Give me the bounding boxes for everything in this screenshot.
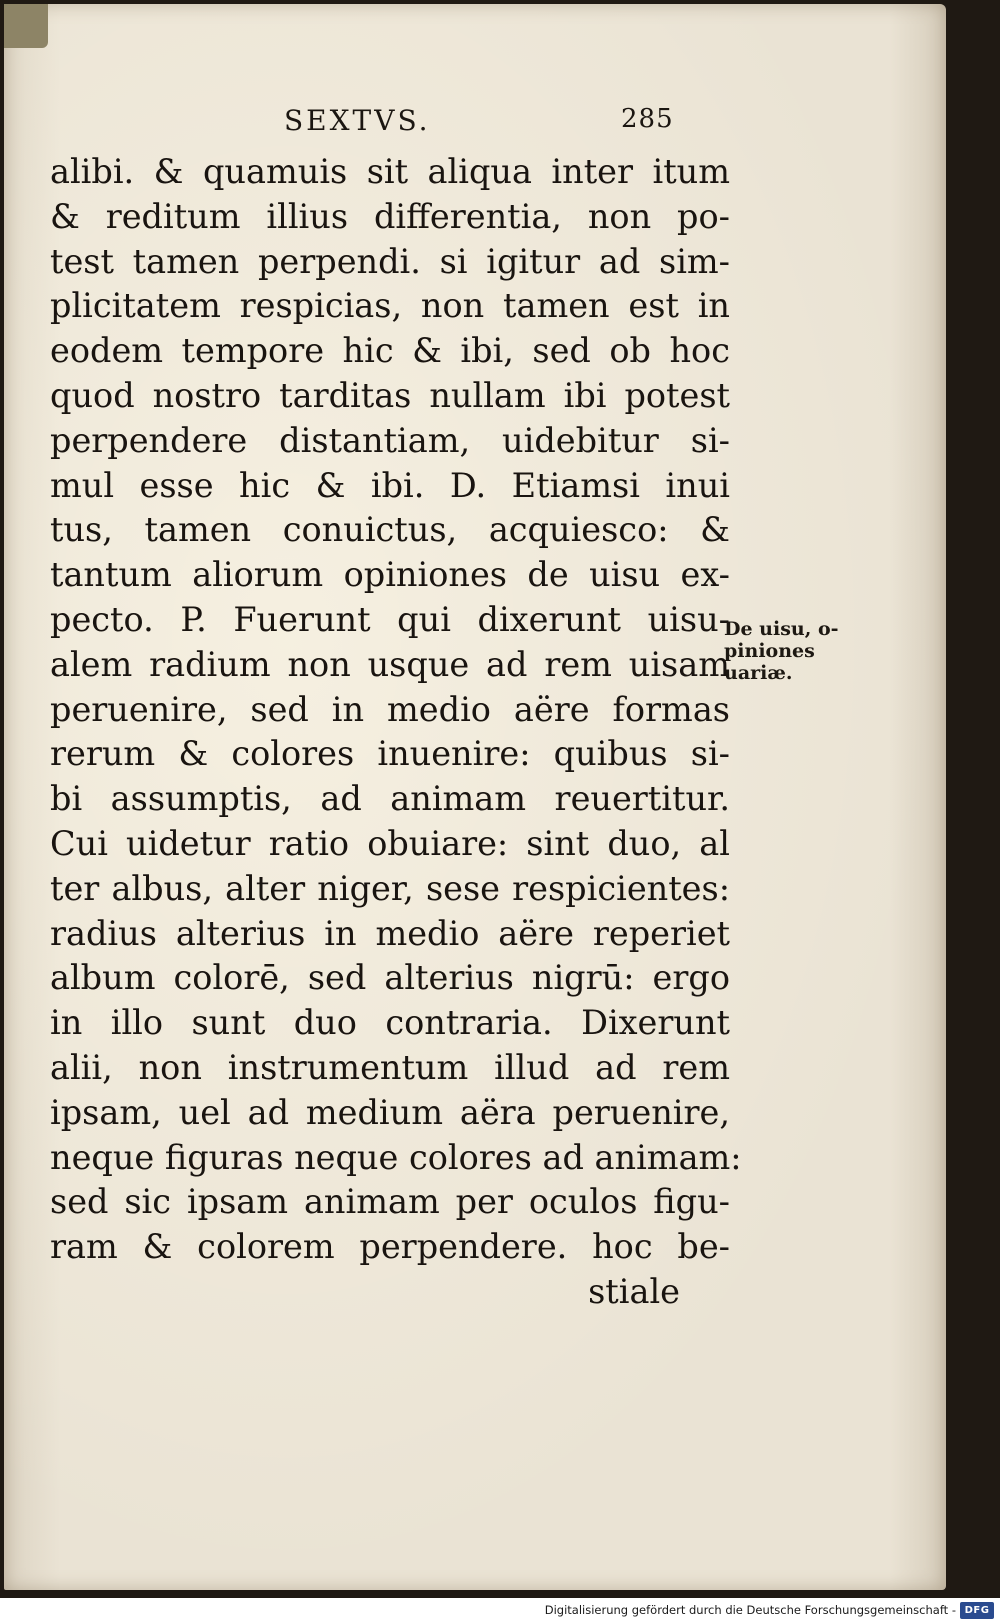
text-line: perpendere distantiam, uidebitur si- (50, 420, 730, 460)
marginal-note (724, 618, 839, 684)
text-line: stiale (588, 1271, 680, 1311)
body-text (50, 150, 742, 1315)
text-line: in illo sunt duo contraria. Dixerunt (50, 1003, 730, 1043)
text-line: ram & colorem perpendere. hoc be- (50, 1227, 730, 1267)
digitization-footer (0, 1598, 1000, 1624)
text-line: neque figuras neque colores ad animam: (50, 1137, 742, 1177)
text-line: peruenire, sed in medio aëre formas (50, 689, 730, 729)
text-line: Cui uidetur ratio obuiare: sint duo, al (50, 823, 730, 863)
text-line: alii, non instrumentum illud ad rem (50, 1047, 730, 1087)
text-line: ter albus, alter niger, sese respicientes: (50, 868, 730, 908)
text-line: tus, tamen conuictus, acquiesco: & (50, 510, 730, 550)
text-line: ipsam, uel ad medium aëra peruenire, (50, 1092, 730, 1132)
dfg-logo-icon: DFG (960, 1602, 994, 1619)
text-line: eodem tempore hic & ibi, sed ob hoc (50, 331, 730, 371)
text-line: tantum aliorum opiniones de uisu ex- (50, 555, 730, 595)
text-line: quod nostro tarditas nullam ibi potest (50, 375, 730, 415)
text-line: alem radium non usque ad rem uisam (50, 644, 730, 684)
marginal-note-line: piniones (724, 640, 815, 662)
page-number: 285 (621, 104, 674, 134)
text-line: & reditum illius differentia, non po- (50, 196, 730, 236)
text-line: plicitatem respicias, non tamen est in (50, 286, 730, 326)
running-head-title: SEXTVS. (284, 104, 431, 137)
text-line: bi assumptis, ad animam reuertitur. (50, 779, 730, 819)
book-page (4, 4, 946, 1590)
text-line: rerum & colores inuenire: quibus si- (50, 734, 730, 774)
text-line: alibi. & quamuis sit aliqua inter itum (50, 152, 730, 191)
text-line: test tamen perpendi. si igitur ad sim- (50, 241, 730, 281)
page-corner-binding (4, 4, 48, 48)
text-line: album colorē, sed alterius nigrū: ergo (50, 958, 730, 998)
text-line: radius alterius in medio aëre reperiet (50, 913, 730, 953)
text-line: pecto. P. Fuerunt qui dixerunt uisu- (50, 599, 730, 639)
funding-credit: Digitalisierung gefördert durch die Deutsche Forschungsgemeinschaft - (544, 1603, 956, 1617)
text-line: sed sic ipsam animam per oculos figu- (50, 1182, 730, 1222)
marginal-note-line: uariæ. (724, 662, 793, 684)
text-line: mul esse hic & ibi. D. Etiamsi inui (50, 465, 730, 505)
marginal-note-line: De uisu, o- (724, 618, 839, 640)
